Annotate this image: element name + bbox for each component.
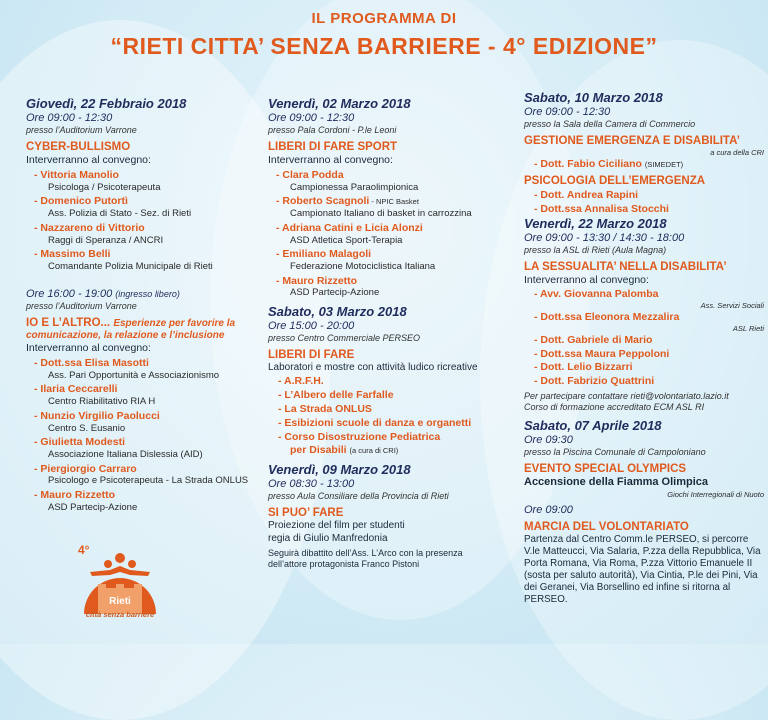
event-time	[26, 288, 264, 301]
event-22-febbraio-morning	[26, 96, 264, 273]
speaker-name: - Domenico Putortì	[34, 195, 128, 208]
header-line-1: IL PROGRAMMA DI	[311, 10, 457, 27]
event-description: Seguirà dibattito dell’Ass. L’Arco con la presenza	[268, 547, 463, 558]
event-title: PSICOLOGIA DELL’EMERGENZA	[524, 175, 706, 188]
logo-figure-head	[128, 560, 136, 568]
event-title: MARCIA DEL VOLONTARIATO	[524, 521, 689, 534]
logo-figure-head	[104, 560, 112, 568]
speaker-role: Centro S. Eusanio	[48, 422, 126, 434]
speaker-name: - Ilaria Ceccarelli	[34, 383, 118, 396]
logo-tagline: città senza barriere	[85, 610, 155, 619]
event-title-note: a cura della CRI	[710, 148, 764, 158]
event-place: presso Centro Commerciale PERSEO	[268, 333, 421, 344]
event-time: Ore 09:00 - 12:30	[268, 111, 355, 124]
event-time: Ore 09:00 - 13:30 / 14:30 - 18:00	[524, 231, 685, 244]
speaker-name: - Emiliano Malagoli	[276, 248, 372, 261]
speaker-name: - Dott.ssa Eleonora Mezzalira	[534, 310, 680, 323]
speaker-name: - Nazzareno di Vittorio	[34, 221, 145, 234]
speaker-role: Comandante Polizia Municipale di Rieti	[48, 260, 213, 272]
activity-item: - La Strada ONLUS	[278, 402, 372, 415]
speaker-role: Campionato Italiano di basket in carrozzina	[290, 208, 472, 220]
event-time: Ore 09:00 - 12:30	[26, 111, 113, 124]
speaker	[34, 195, 264, 219]
event-intro: Interverranno al convegno:	[268, 154, 393, 167]
speaker-role: ASD Atletica Sport-Terapia	[290, 234, 403, 246]
event-time: Ore 09:00	[524, 503, 573, 516]
speaker-name-text: - Dott. Fabio Ciciliano	[534, 158, 642, 171]
event-22-marzo	[524, 216, 764, 413]
event-time: Ore 08:30 - 13:00	[268, 478, 355, 490]
event-time: Ore 09:30	[524, 433, 573, 446]
event-intro: Interverranno al convegno:	[26, 154, 151, 167]
event-description: regia di Giulio Manfredonia	[268, 532, 388, 544]
event-place: presso la Sala della Camera di Commercio	[524, 119, 696, 130]
event-03-marzo	[268, 304, 522, 457]
event-place: presso la ASL di Rieti (Aula Magna)	[524, 245, 667, 256]
event-title: GESTIONE EMERGENZA E DISABILITA’	[524, 135, 740, 148]
speaker	[276, 248, 522, 272]
speaker-role: Psicologa / Psicoterapeuta	[48, 181, 161, 193]
speaker-name: - Piergiorgio Carraro	[34, 462, 137, 475]
logo-figures-arms	[90, 566, 150, 576]
event-07-aprile	[524, 418, 764, 499]
speaker-role: Federazione Motociclistica Italiana	[290, 260, 436, 272]
event-subtitle: Accensione della Fiamma Olimpica	[524, 476, 709, 489]
speaker-role: Raggi di Speranza / ANCRI	[48, 234, 164, 246]
speaker	[34, 410, 264, 434]
event-date: Sabato, 10 Marzo 2018	[524, 90, 663, 105]
event-date: Sabato, 07 Aprile 2018	[524, 417, 662, 433]
event-title-text: IO E L’ALTRO...	[26, 316, 111, 329]
speaker-name: - Dott. Fabrizio Quattrini	[534, 375, 655, 388]
speaker-name: - Dott. Andrea Rapini	[534, 189, 639, 202]
column-right	[524, 90, 764, 606]
contact-note: Per partecipare contattare rieti@volontariato.lazio.it	[524, 390, 729, 401]
speaker-note: (SIMEDET)	[644, 160, 684, 170]
speaker	[34, 169, 264, 193]
speaker-name: - Adriana Catini e Licia Alonzi	[276, 221, 423, 234]
event-date: Venerdì, 02 Marzo 2018	[268, 96, 411, 111]
event-date: Giovedì, 22 Febbraio 2018	[26, 96, 187, 111]
column-left	[26, 96, 264, 513]
speaker-note: Ass. Servizi Sociali	[700, 300, 764, 310]
speaker	[34, 383, 264, 407]
event-place: presso l’Auditorium Varrone	[26, 300, 137, 311]
speaker	[34, 357, 264, 381]
event-subtitle-note: Giochi Interregionali di Nuoto	[667, 489, 764, 499]
speaker-role: Psicologo e Psicoterapeuta - La Strada ONLUS	[48, 475, 249, 487]
event-title: LA SESSUALITA’ NELLA DISABILITA’	[524, 261, 727, 274]
event-marcia	[524, 504, 764, 606]
speaker-name: - Mauro Rizzetto	[34, 488, 116, 501]
event-title: EVENTO SPECIAL OLYMPICS	[524, 463, 687, 476]
speaker-name: - Clara Podda	[276, 169, 344, 182]
activity-note: (a cura di CRI)	[349, 446, 399, 456]
logo-name: Rieti	[109, 596, 131, 607]
event-description: dell’attore protagonista Franco Pistoni	[268, 558, 420, 569]
speaker-name: - Mauro Rizzetto	[276, 274, 358, 287]
speaker-name: - Avv. Giovanna Palomba	[534, 287, 659, 300]
speaker-name: - Dott. Gabriele di Mario	[534, 333, 653, 346]
speaker	[34, 489, 264, 513]
speaker-role: Ass. Pari Opportunità e Associazionismo	[48, 369, 220, 381]
activity-item-cont	[290, 444, 522, 457]
event-title: LIBERI DI FARE SPORT	[268, 141, 398, 154]
speaker-role: Ass. Polizia di Stato - Sez. di Rieti	[48, 208, 192, 220]
logo-battlement	[116, 584, 124, 590]
speaker-role: Associazione Italiana Dislessia (AID)	[48, 449, 203, 461]
event-description: Laboratori e mostre con attività ludico ricreative	[268, 362, 478, 374]
event-time: Ore 09:00 - 12:30	[524, 105, 611, 118]
event-description: Proiezione del film per studenti	[268, 520, 405, 532]
logo-badge: 4°	[78, 543, 90, 557]
speaker-role: ASD Partecip-Azione	[290, 287, 380, 299]
speaker-role: Campionessa Paraolimpionica	[290, 181, 419, 193]
event-subtitle-2: comunicazione, la relazione e l’inclusione	[26, 330, 225, 342]
event-place: presso Aula Consiliare della Provincia di Rieti	[268, 491, 449, 502]
event-22-febbraio-afternoon	[26, 288, 264, 514]
event-intro: Interverranno al convegno:	[26, 342, 151, 355]
speaker	[34, 463, 264, 487]
event-title: CYBER-BULLISMO	[26, 141, 131, 154]
speaker	[276, 195, 522, 219]
event-place: presso Pala Cordoni - P.le Leoni	[268, 125, 397, 136]
speaker-name: - Dott. Lelio Bizzarri	[534, 361, 633, 374]
event-time-value: Ore 16:00 - 19:00	[26, 287, 113, 300]
speaker	[276, 222, 522, 246]
speaker-name	[276, 195, 522, 208]
event-10-marzo	[524, 90, 764, 216]
logo-figure-head	[115, 553, 125, 563]
activity-item-text: per Disabili	[290, 444, 347, 457]
speaker-name: - Nunzio Virgilio Paolucci	[34, 409, 160, 422]
event-09-marzo	[268, 462, 522, 570]
activity-item: - A.R.F.H.	[278, 375, 324, 388]
speaker-name: - Dott.ssa Annalisa Stocchi	[534, 203, 669, 215]
activity-item: - L’Albero delle Farfalle	[278, 389, 394, 402]
speaker	[34, 222, 264, 246]
speaker-role: Centro Riabilitativo RIA H	[48, 396, 156, 408]
event-time: Ore 15:00 - 20:00	[268, 319, 355, 332]
event-02-marzo	[268, 96, 522, 299]
activity-item: - Corso Disostruzione Pediatrica	[278, 430, 441, 443]
speaker-name: - Vittoria Manolio	[34, 169, 119, 182]
speaker-name	[534, 158, 764, 171]
event-subtitle: Esperienze per favorire la	[113, 317, 236, 329]
event-date: Sabato, 03 Marzo 2018	[268, 303, 407, 319]
speaker-role: ASD Partecip-Azione	[48, 501, 138, 513]
activity-item: - Esibizioni scuole di danza e organetti	[278, 416, 472, 429]
event-description: Partenza dal Centro Comm.le PERSEO, si percorre V.le Matteucci, Via Salaria, P.zza della Repubblica, Via Porta Romana, Via Roma, P.zza Vittorio Emanuele II (sosta per saluto autorità), Via Cintia, P.le dei Pini, Via dei Geranei, Via Borsellino ed infine si ritorna al PERSEO.	[524, 534, 761, 605]
event-place: presso l’Auditorium Varrone	[26, 125, 137, 136]
event-intro: Interverranno al convegno:	[524, 274, 649, 287]
column-middle	[268, 96, 522, 570]
speaker-name: - Dott.ssa Elisa Masotti	[34, 357, 149, 370]
page-header	[0, 10, 768, 60]
speaker	[34, 436, 264, 460]
event-date: Venerdì, 22 Marzo 2018	[524, 215, 667, 231]
speaker	[276, 169, 522, 193]
event-date: Venerdì, 09 Marzo 2018	[268, 462, 411, 478]
event-title: SI PUO’ FARE	[268, 507, 344, 520]
event-title: LIBERI DI FARE	[268, 349, 355, 362]
speaker-name: - Giulietta Modesti	[34, 436, 126, 449]
speaker	[34, 248, 264, 272]
event-title	[26, 316, 264, 330]
event-time-note: (ingresso libero)	[115, 288, 180, 299]
logo-battlement	[134, 584, 142, 590]
speaker-note: ASL Rieti	[732, 323, 764, 333]
speaker	[276, 275, 522, 299]
speaker-name: - Massimo Belli	[34, 248, 111, 261]
event-place: presso la Piscina Comunale di Campoloniano	[524, 447, 706, 458]
header-line-2: “RIETI CITTA’ SENZA BARRIERE - 4° EDIZIONE”	[110, 33, 658, 59]
speaker-name-text: - Roberto Scagnoli	[276, 195, 370, 208]
ecm-note: Corso di formazione accreditato ECM ASL RI	[524, 401, 705, 412]
speaker-name: - Dott.ssa Maura Peppoloni	[534, 347, 670, 360]
speaker-note: - NPIC Basket	[369, 197, 419, 207]
logo-battlement	[98, 584, 106, 590]
